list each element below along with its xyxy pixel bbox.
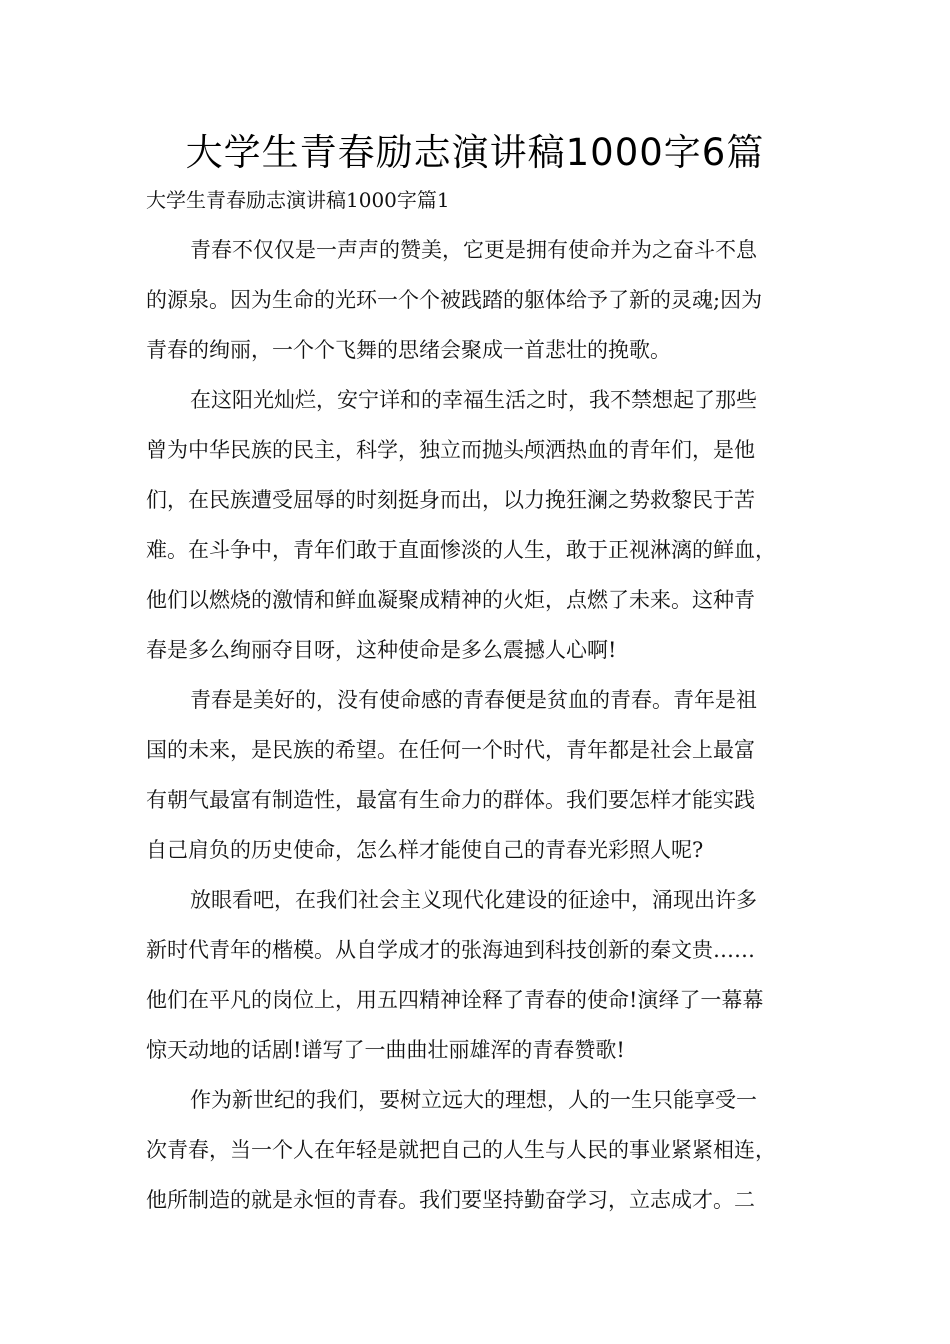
paragraph-5: 作为新世纪的我们，要树立远大的理想，人的一生只能享受一 次青春，当一个人在年轻是就把自己的人生与人民的事业紧紧相连， 他所制造的就是永恒的青春。我们要坚持勤奋学习，立志成才。二 (146, 1088, 776, 1212)
paragraph-4: 放眼看吧，在我们社会主义现代化建设的征途中，涌现出许多 新时代青年的楷模。从自学成才的张海迪到科技创新的秦文贵…… 他们在平凡的岗位上，用五四精神诠释了青春的使命!演绎了一幕幕 惊天动地的话剧!谱写了一曲曲壮丽雄浑的青春赞歌! (146, 888, 764, 1062)
paragraph-1: 青春不仅仅是一声声的赞美，它更是拥有使命并为之奋斗不息 的源泉。因为生命的光环一个个被践踏的躯体给予了新的灵魂;因为 青春的绚丽，一个个飞舞的思绪会聚成一首悲壮的挽歌。 (146, 238, 763, 362)
paragraph-2: 在这阳光灿烂，安宁详和的幸福生活之时，我不禁想起了那些 曾为中华民族的民主，科学，独立而抛头颅洒热血的青年们，是他 们，在民族遭受屈辱的时刻挺身而出，以力挽狂澜之势救黎民于苦 难。在斗争中，青年们敢于直面惨淡的人生，敢于正视淋漓的鲜血， 他们以燃烧的激情和鲜血凝聚成精神的火炬，点燃了未来。这种青 春是多么绚丽夺目呀，这种使命是多么震撼人心啊! (146, 388, 776, 662)
paragraph-3: 青春是美好的，没有使命感的青春便是贫血的青春。青年是祖 国的未来，是民族的希望。在任何一个时代，青年都是社会上最富 有朝气最富有制造性，最富有生命力的群体。我们要怎样才能实践 自己肩负的历史使命，怎么样才能使自己的青春光彩照人呢? (146, 688, 757, 862)
document-body (146, 225, 806, 1225)
section-heading: 大学生青春励志演讲稿1000字篇1 (146, 188, 450, 212)
document-title: 大学生青春励志演讲稿1000字6篇 (185, 131, 765, 174)
